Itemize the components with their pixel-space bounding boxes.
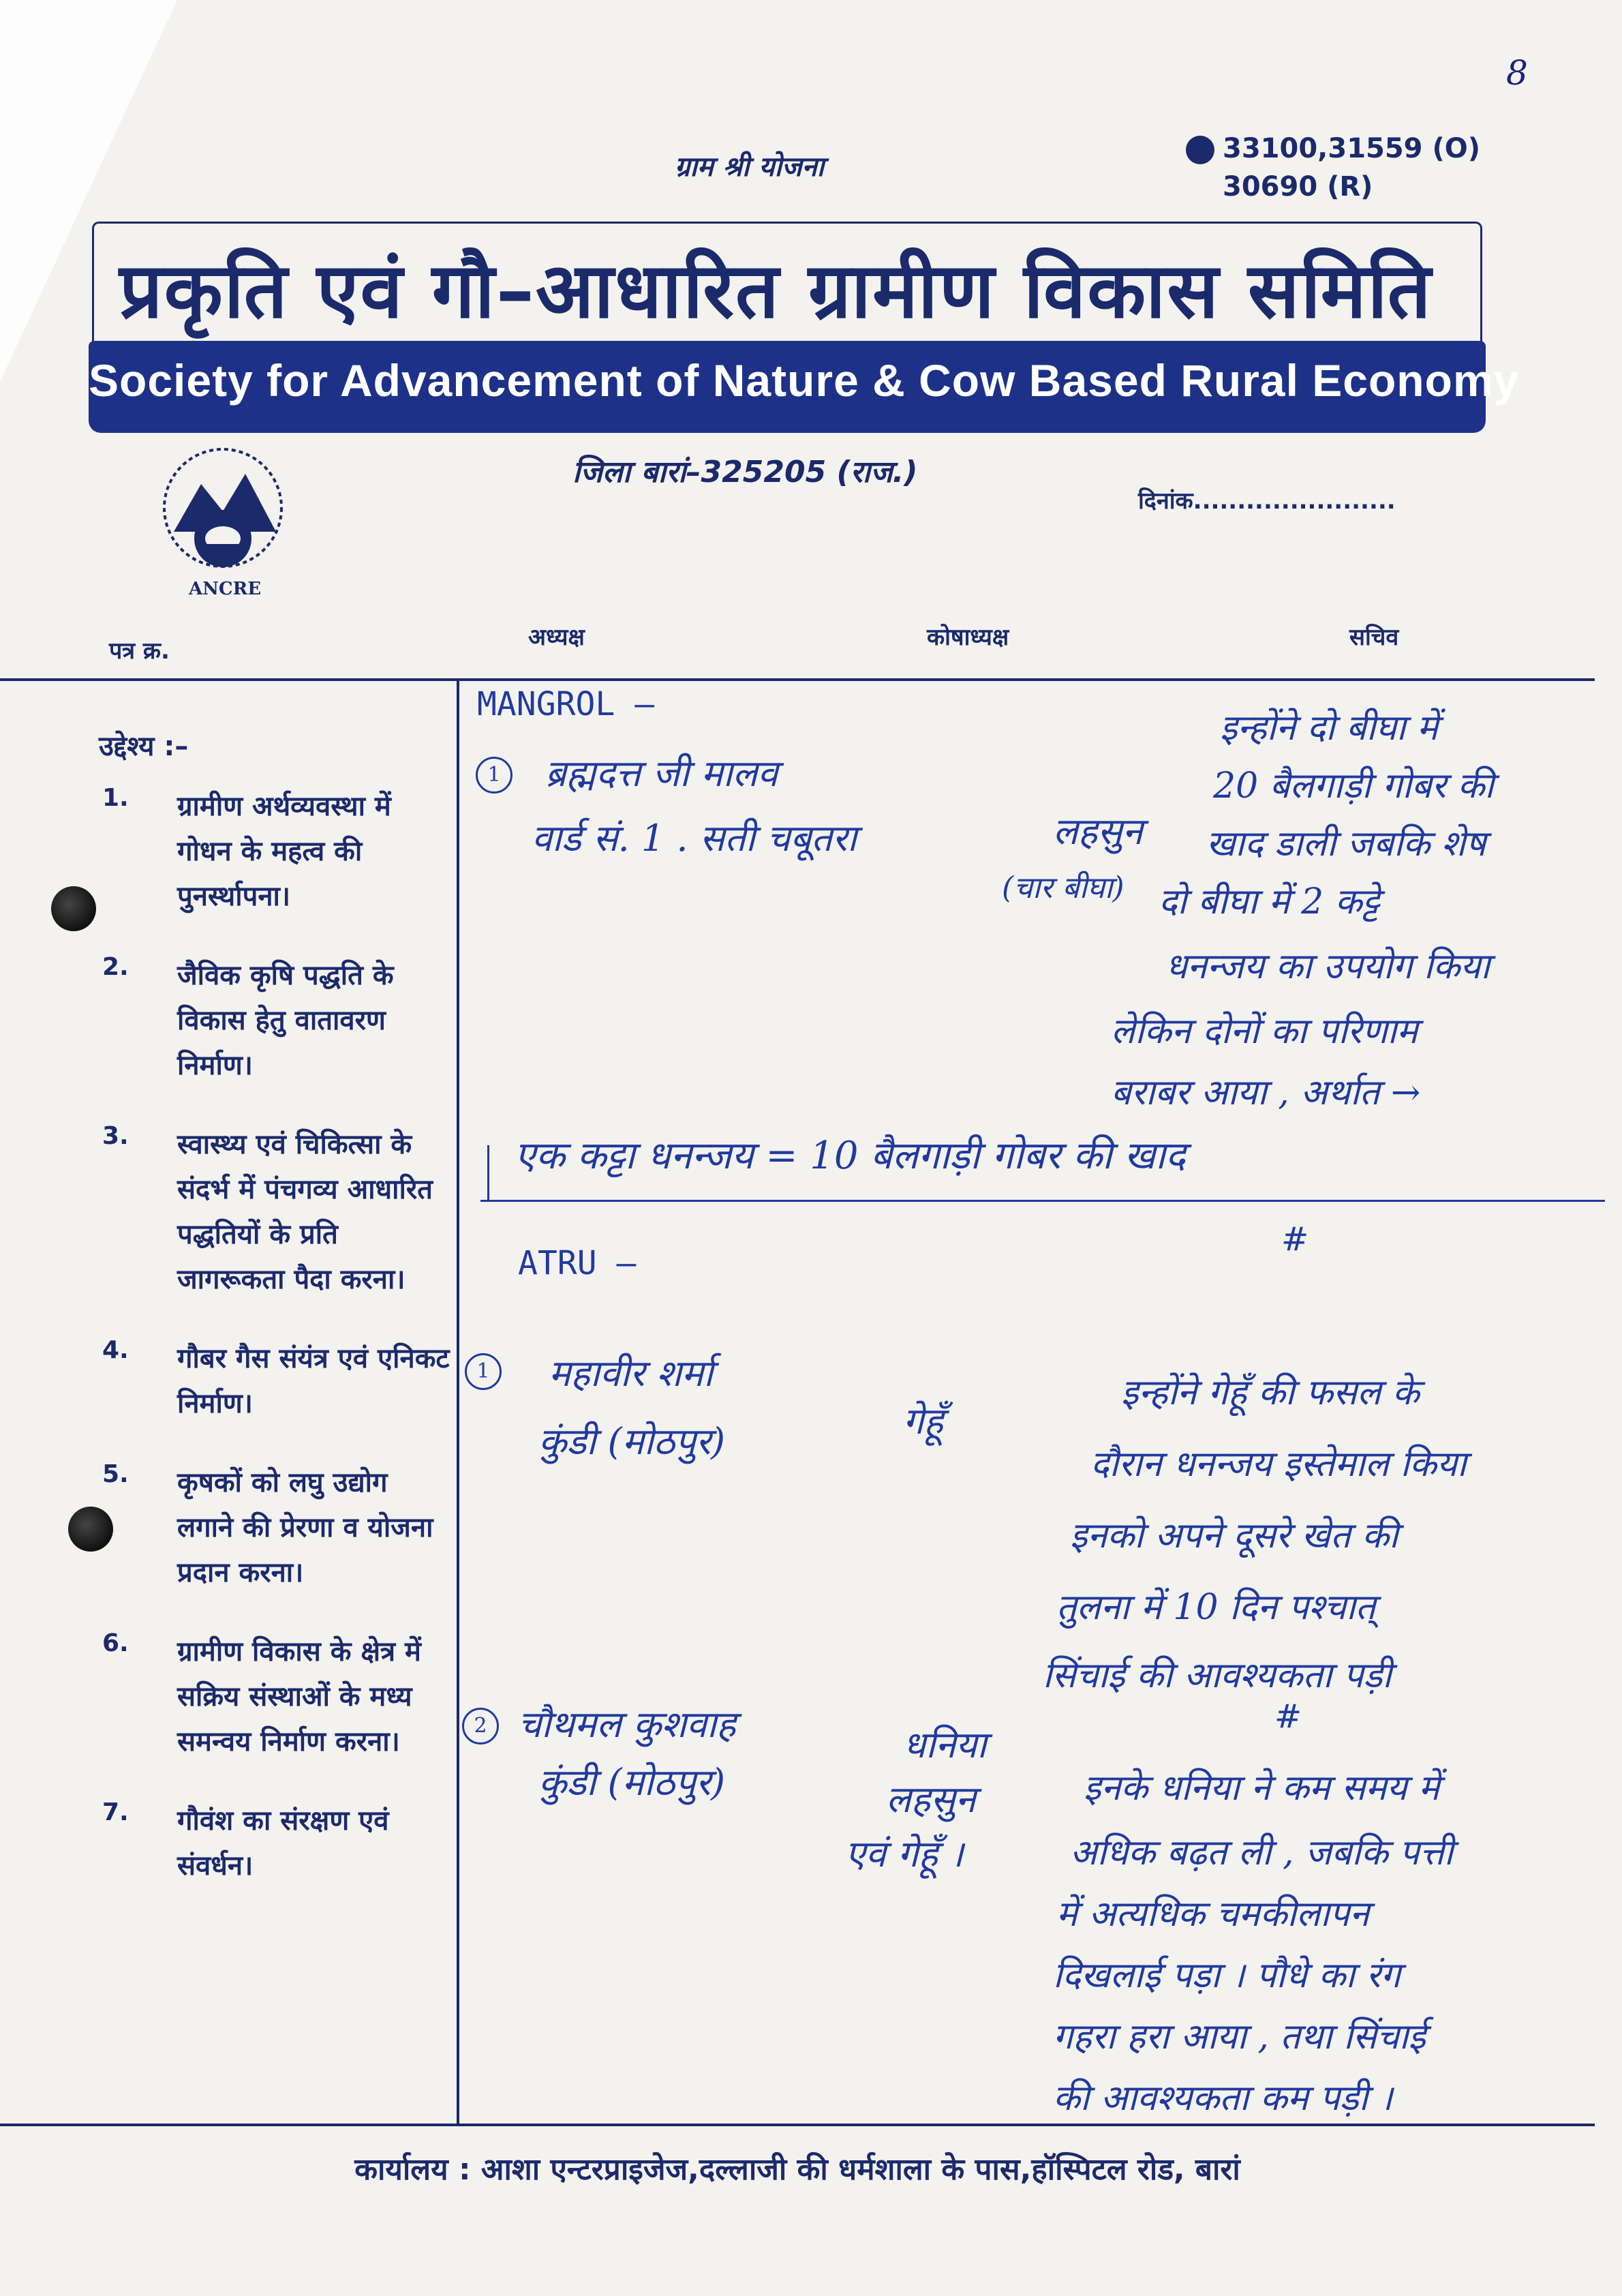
divider-bottom — [0, 2124, 1595, 2126]
remark-line: दो बीघा में 2 कट्टे — [1159, 881, 1380, 922]
objectives-heading: उद्देश्य :– — [99, 731, 189, 762]
end-mark: # — [1281, 1220, 1309, 1258]
place-atru: ATRU – — [518, 1244, 637, 1282]
punch-hole — [68, 1507, 113, 1552]
end-mark: # — [1274, 1697, 1302, 1736]
remark-line: की आवश्यकता कम पड़ी । — [1053, 2078, 1393, 2119]
remark-line: इनको अपने दूसरे खेत की — [1070, 1515, 1398, 1556]
crop: लहसुन — [1053, 810, 1143, 853]
objective-item — [102, 1798, 450, 1888]
remark-line: दिखलाई पड़ा । पौधे का रंग — [1053, 1955, 1401, 1996]
objectives-list — [102, 784, 450, 1922]
remark-line: तुलना में 10 दिन पश्चात् — [1056, 1587, 1376, 1628]
remark-line: दौरान धनन्जय इस्तेमाल किया — [1090, 1444, 1467, 1485]
remark-line: इनके धनिया ने कम समय में — [1084, 1768, 1440, 1809]
office-address: कार्यालय : आशा एन्टरप्राइजेज,दल्लाजी की धर्मशाला के पास,हॉस्पिटल रोड, बारां — [354, 2152, 1240, 2187]
objective-number: 4. — [102, 1336, 129, 1364]
farmer-name: महावीर शर्मा — [549, 1352, 714, 1395]
objective-text: ग्रामीण विकास के क्षेत्र में सक्रिय संस्थाओं के मध्य समन्वय निर्माण करना। — [177, 1636, 421, 1757]
objective-number: 7. — [102, 1798, 129, 1826]
entry-number: 1 — [476, 757, 512, 794]
farmer-name: ब्रह्मदत्त जी मालव — [545, 752, 778, 795]
objective-text: गौवंश का संरक्षण एवं संवर्धन। — [177, 1805, 389, 1882]
remark-line: 20 बैलगाड़ी गोबर की — [1213, 766, 1494, 806]
logo-text: ANCRE — [188, 579, 262, 599]
crop: धनिया — [903, 1723, 987, 1766]
date-field: दिनांक....................... — [1138, 487, 1396, 515]
remark-line: धनन्जय का उपयोग किया — [1165, 946, 1490, 987]
organisation-title-band — [89, 341, 1520, 433]
place-mangrol: MANGROL – — [477, 685, 655, 723]
remark-line: इन्होंने गेहूँ की फसल के — [1121, 1372, 1420, 1413]
objective-text: गौबर गैस संयंत्र एवं एनिकट निर्माण। — [177, 1343, 450, 1419]
underline — [480, 1200, 1605, 1202]
objective-item — [102, 1336, 450, 1426]
organisation-title-english: Society for Advancement of Nature & Cow Based Rural Economy — [89, 355, 1520, 406]
remark-line: लेकिन दोनों का परिणाम — [1111, 1011, 1418, 1052]
area: (चार बीघा) — [1002, 871, 1124, 905]
role-secretary: सचिव — [1349, 624, 1399, 651]
remark-line: में अत्यधिक चमकीलापन — [1056, 1894, 1370, 1935]
entry-number: 2 — [462, 1708, 499, 1744]
remark-line: सिंचाई की आवश्यकता पड़ी — [1043, 1655, 1392, 1696]
role-president: अध्यक्ष — [528, 624, 585, 651]
reference-number-label: पत्र क्र. — [109, 637, 170, 665]
crop: एवं गेहूँ । — [845, 1832, 964, 1875]
phone-numbers — [1186, 130, 1480, 206]
objective-item — [102, 1122, 450, 1302]
farmer-name: चौथमल कुशवाह — [518, 1703, 736, 1746]
page-number: 8 — [1506, 53, 1528, 93]
remark-line: बराबर आया , अर्थात → — [1111, 1072, 1421, 1113]
phone-office: 33100,31559 (O) — [1223, 133, 1481, 164]
remark-line: गहरा हरा आया , तथा सिंचाई — [1053, 2016, 1426, 2057]
farmer-address: वार्ड सं. 1 . सती चबूतरा — [532, 817, 857, 860]
organisation-logo — [147, 436, 303, 607]
objective-text: ग्रामीण अर्थव्यवस्था में गोधन के महत्व की पुनर्स्थापना। — [177, 791, 391, 912]
divider-vertical — [457, 678, 459, 2126]
objective-item — [102, 1460, 450, 1595]
objective-number: 2. — [102, 953, 129, 981]
remark-line: खाद डाली जबकि शेष — [1206, 824, 1486, 864]
organisation-title-hindi: प्रकृति एवं गौ–आधारित ग्रामीण विकास समिति — [119, 247, 1433, 335]
objective-number: 1. — [102, 784, 129, 812]
scheme-name: ग्राम श्री योजना — [675, 151, 825, 183]
phone-residence: 30690 (R) — [1223, 171, 1373, 202]
farmer-address: कुंडी (मोठपुर) — [538, 1761, 726, 1804]
crop: गेहूँ — [903, 1400, 944, 1442]
conclusion: एक कट्टा धनन्जय = 10 बैलगाड़ी गोबर की खाद — [515, 1134, 1186, 1178]
district-address: जिला बारां–325205 (राज.) — [572, 455, 918, 489]
remark-line: अधिक बढ़त ली , जबकि पत्ती — [1070, 1832, 1454, 1873]
bracket-mark — [487, 1145, 489, 1201]
role-treasurer: कोषाध्यक्ष — [927, 624, 1009, 651]
divider-top — [0, 678, 1595, 681]
crop: लहसुन — [886, 1778, 976, 1821]
farmer-address: कुंडी (मोठपुर) — [538, 1420, 726, 1463]
remark-line: इन्होंने दो बीघा में — [1220, 708, 1439, 749]
objective-item — [102, 1629, 450, 1764]
objective-item — [102, 953, 450, 1088]
telephone-icon — [1186, 136, 1214, 164]
objective-text: कृषकों को लघु उद्योग लगाने की प्रेरणा व योजना प्रदान करना। — [177, 1467, 433, 1588]
objective-number: 5. — [102, 1460, 129, 1488]
objective-text: जैविक कृषि पद्धति के विकास हेतु वातावरण निर्माण। — [177, 960, 394, 1081]
objective-item — [102, 784, 450, 919]
objective-number: 6. — [102, 1629, 129, 1657]
objective-text: स्वास्थ्य एवं चिकित्सा के संदर्भ में पंचगव्य आधारित पद्धतियों के प्रति जागरूकता पैदा करना। — [177, 1129, 433, 1295]
entry-number: 1 — [465, 1353, 502, 1390]
objective-number: 3. — [102, 1122, 129, 1150]
punch-hole — [51, 886, 96, 931]
